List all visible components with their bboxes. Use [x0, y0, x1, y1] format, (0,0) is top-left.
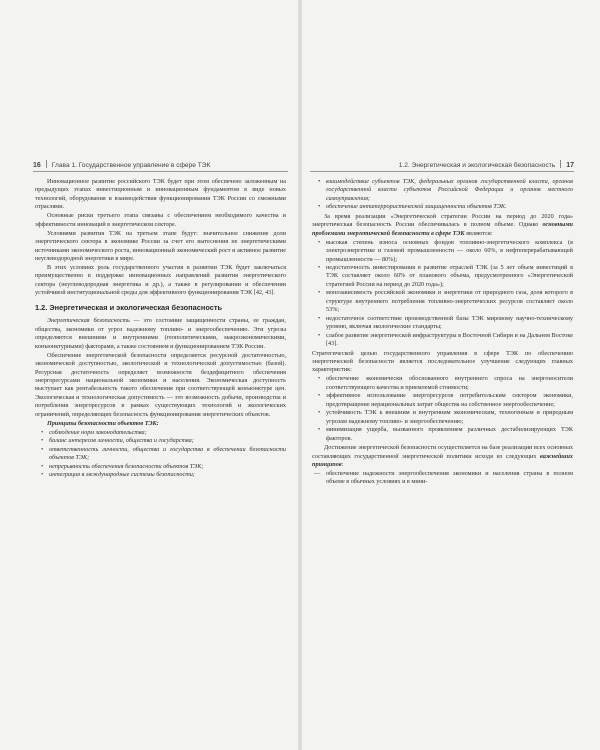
paragraph-text: :	[341, 460, 344, 468]
list-item: — обеспечение надежности энергообеспечения экономики и населения страны в полном объеме в обычных условиях и в мини-	[326, 470, 573, 487]
list-item: • слабое развитие энергетической инфраструктуры в Восточной Сибири и на Дальнем Востоке [43].	[326, 332, 573, 349]
paragraph-text: За время реализации «Энергетической стратегии России на период до 2020 года» энергетическая безопасность России обеспечивалась в полном объеме. Однако	[312, 212, 573, 229]
left-chapter-title: Глава 1. Государственное управление в сфере ТЭК	[51, 162, 211, 169]
list-item: • недостаточное соответствие производственной базы ТЭК мировому научно-техническому уровню, включая экологические стандарты;	[326, 315, 573, 332]
left-page-number: 16	[33, 162, 41, 169]
definition-text: — это состояние защищенности страны, ее граждан, общества, экономики от угроз надежному топливо- и энергообеспечению. Эти угрозы определяются внешними и внутренними (геополитическими, макроэкономическими, конъюнктурными) факторами, а также состоянием и функционированием ТЭК России.	[35, 317, 286, 350]
list-item: • соблюдение норм законодательства;	[49, 429, 286, 437]
right-section-title: 1.2. Энергетическая и экологическая безопасность	[398, 162, 556, 169]
list-item: • интеграция в международные системы безопасности;	[49, 471, 286, 479]
principles-list	[35, 429, 286, 480]
left-header-rule	[33, 171, 288, 172]
paragraph-text: являются:	[464, 229, 493, 237]
left-paragraph-5	[35, 317, 286, 351]
list-item: • монозависимость российской экономики и энергетики от природного газа, доля которого в структуре внутреннего потребления топливно-энергетических ресурсов составляет около 53%;	[326, 289, 573, 314]
list-item: • высокая степень износа основных фондов топливно-энергетического комплекса (в электроэнергетике и газовой промышленности — около 60%, в нефтеперерабатывающей промышленности — 80%);	[326, 239, 573, 264]
list-item: • баланс интересов личности, общества и государства;	[49, 437, 286, 445]
left-paragraph-3: Условиями развития ТЭК на третьем этапе будут: значительное снижение доли энергетического сектора в экономике России за счет его вытеснения не энергетическими источниками экономического роста, инновационный экономический рост и активное развитие неуглеводородной энергетики в мире.	[35, 229, 286, 263]
list-item: • обеспечение антитеррористической защищенности объектов ТЭК.	[326, 203, 573, 211]
list-item: • устойчивость ТЭК к внешним и внутренним экономическим, техногенным и природным угрозам надежному топливо- и энергообеспечению;	[326, 409, 573, 426]
list-item: • взаимодействие субъектов ТЭК, федеральных органов государственной власти, органов государственной власти субъектов Российской Федерации и органов местного самоуправления;	[326, 178, 573, 203]
list-item: • ответственность личности, общества и государства в обеспечении безопасности объектов ТЭК;	[49, 446, 286, 463]
emphasis-text: важнейших принципов	[312, 452, 573, 468]
right-paragraph-1	[312, 213, 573, 238]
top-items-list	[312, 178, 573, 212]
characteristics-list	[312, 375, 573, 443]
right-header-rule	[310, 171, 574, 172]
section-heading: 1.2. Энергетическая и экологическая безопасность	[35, 302, 223, 312]
left-paragraph-4: В этих условиях роль государственного участия в развитии ТЭК будет заключаться преимущественно в поддержке инновационных направлений развития энергетического сектора (неуглеводородная энергетика и др.), а также в регулировании и обеспечении устойчивой институциональной среды для эффективного функционирования ТЭК [42, 43].	[35, 264, 286, 297]
principles-heading: Принципы безопасности объектов ТЭК:	[47, 419, 159, 427]
left-paragraph-1: Инновационное развитие российского ТЭК будет при этом обеспечено заложенным на предыдущих этапах инвестиционным и инновационным фундаментом в виде новых технологий, оборудования и взаимодействия функционирования ТЭК России со смежными отраслями.	[35, 178, 286, 211]
list-item: • недостаточность инвестирования в развитие отраслей ТЭК (за 5 лет объем инвестиций в ТЭК составляет около 60% от планового объема, предусмотренного «Энергетической стратегией России на период до 2020 года»);	[326, 264, 573, 289]
right-paragraph-2: Стратегической целью государственного управления в сфере ТЭК по обеспечению энергетической безопасности является последовательное улучшение следующих главных характеристик:	[312, 349, 573, 374]
right-running-head	[399, 160, 574, 169]
list-item: • обеспечение экономически обоснованного внутреннего спроса на энергоносители соответствующего качества и приемлемой стоимости;	[326, 375, 573, 392]
right-paragraph-3	[312, 444, 573, 469]
list-item: • минимизация ущерба, вызванного проявлением различных дестабилизирующих ТЭК факторов.	[326, 426, 573, 443]
defined-term: Энергетическая безопасность	[47, 317, 130, 325]
problems-list	[312, 239, 573, 349]
principles-dash-list	[312, 470, 573, 487]
paragraph-text: Достижение энергетической безопасности осуществляется на базе реализации всех основных составляющих государственной энергетической политики исходя из следующих	[312, 444, 573, 460]
list-item: • непрерывность обеспечения безопасности объектов ТЭК;	[49, 463, 286, 471]
right-page-number: 17	[566, 162, 574, 169]
left-text-column	[35, 178, 286, 480]
list-item: • эффективное использование энергоресурсов потребительским сектором экономики, предотвращение нерациональных затрат общества на собственное энергообеспечение;	[326, 392, 573, 409]
right-text-column	[312, 178, 573, 488]
left-paragraph-6: Обеспечение энергетической безопасности определяется ресурсной достаточностью, экономической доступностью, экологической и технологической допустимостью (базой). Ресурсная достаточность определяет возможности бездефицитного обеспечения энергоресурсами национальной экономики и населения. Экономическая доступность выступает как рентабельность такого обеспечения при соответствующей конъюнктуре цен. Экологическая и технологическая допустимость — это возможность добычи, производства и потребления энергоресурсов в рамках существующих технологий и экологических ограничений, определяющих безопасность функционирования энергетических объектов.	[35, 351, 286, 418]
running-head-separator	[46, 160, 47, 168]
emphasis-text: основными проблемами энергетической безопасности в сфере ТЭК	[312, 221, 573, 237]
left-running-head	[33, 160, 210, 169]
running-head-separator	[560, 160, 561, 168]
left-paragraph-2: Основные риски третьего этапа связаны с обеспечением необходимого качества и эффективности инноваций в энергетическом секторе.	[35, 212, 286, 228]
